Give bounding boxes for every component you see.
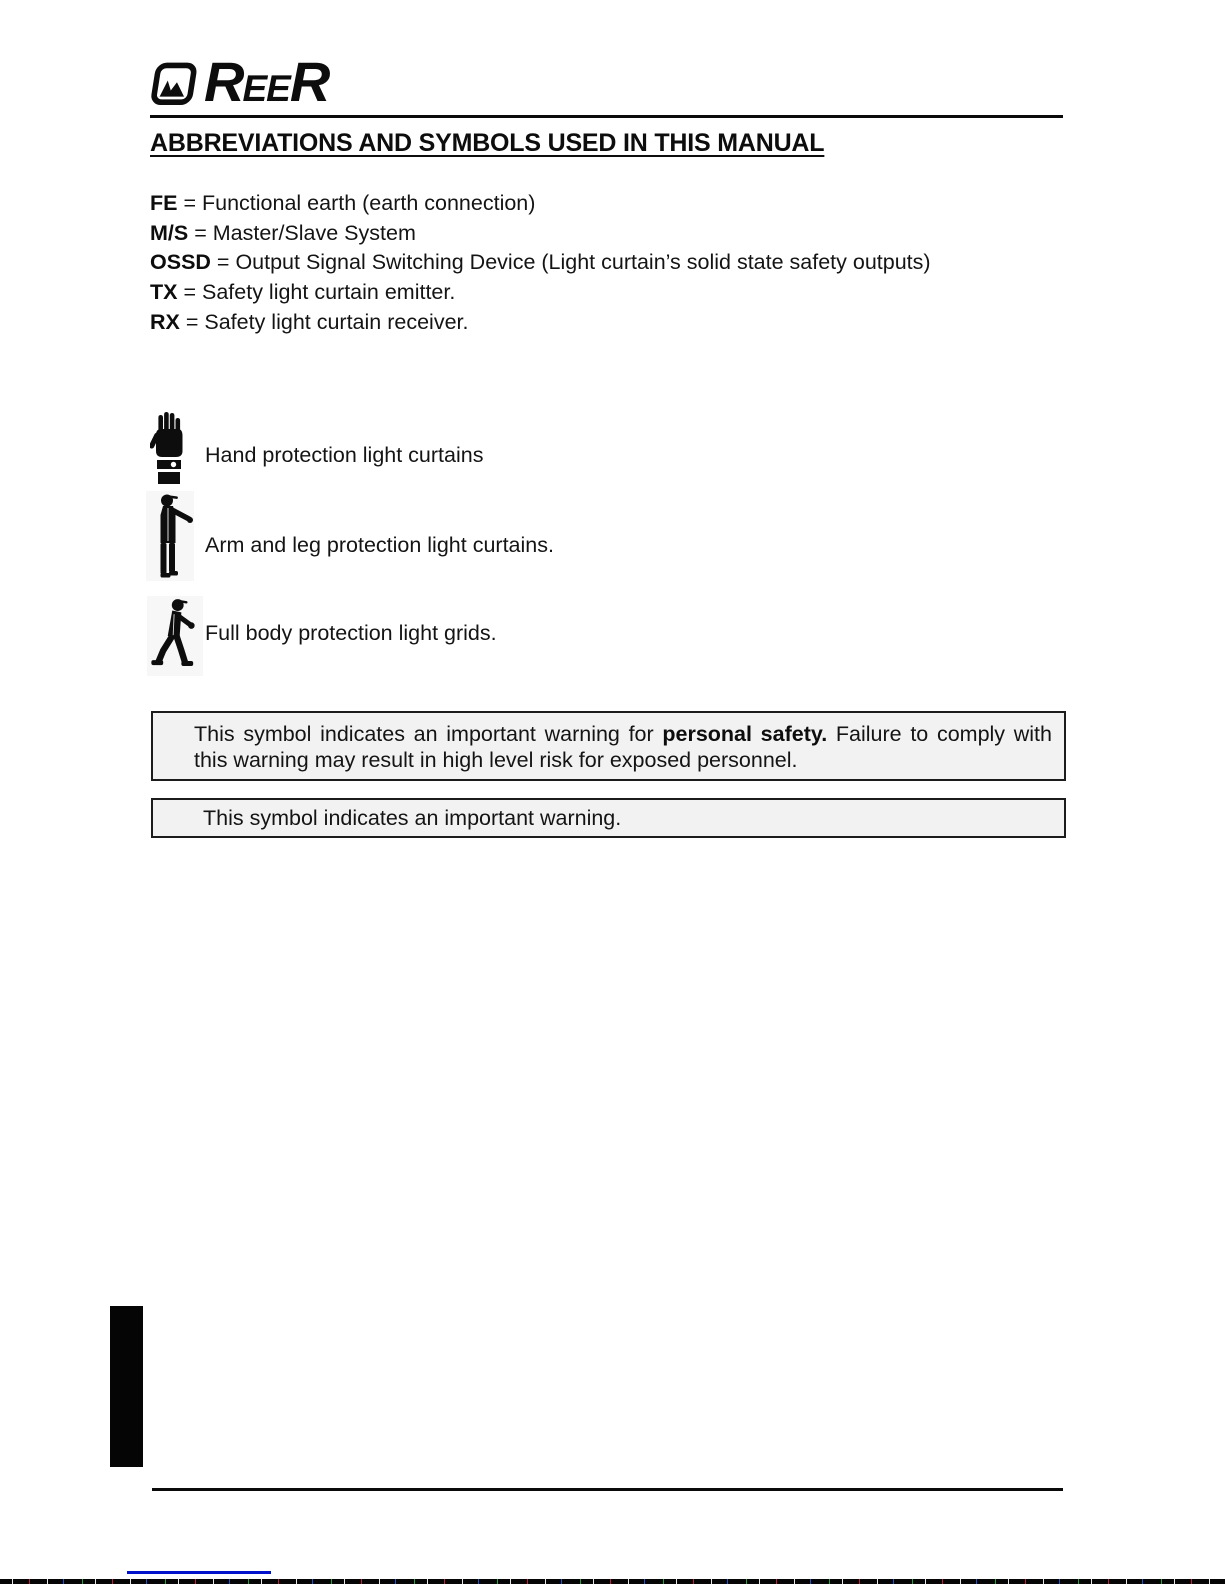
abbreviation-term: TX: [150, 280, 178, 305]
footer-link-line: [127, 1571, 271, 1574]
page-title: ABBREVIATIONS AND SYMBOLS USED IN THIS MANUAL: [150, 129, 825, 157]
personal-safety-warning-box: [151, 711, 1066, 781]
logo-letter: R: [204, 50, 243, 113]
warning-text-segment: Failure to comply with this warning may result in high level risk for exposed personnel.: [194, 722, 1052, 772]
arm-leg-protection-icon: [146, 491, 194, 581]
abbreviation-item: [150, 219, 931, 249]
scan-edge-artifact: [0, 1579, 1225, 1584]
reer-logo: [150, 50, 329, 113]
abbreviation-definition: = Safety light curtain receiver.: [179, 309, 469, 334]
abbreviation-definition: = Functional earth (earth connection): [177, 191, 536, 215]
abbreviation-term: FE: [150, 191, 178, 215]
hand-protection-icon: [150, 411, 188, 485]
full-body-protection-icon: [147, 596, 203, 676]
abbreviation-item: [150, 248, 931, 278]
warning-text-bold: personal safety.: [662, 722, 828, 746]
abbreviation-item: [150, 308, 931, 338]
warning-text-segment: This symbol indicates an important warning for: [194, 722, 663, 746]
abbreviation-definition: = Output Signal Switching Device (Light curtain’s solid state safety outputs): [210, 250, 931, 275]
logo-letters: EE: [242, 68, 290, 109]
page-edge-tab: [110, 1306, 143, 1467]
abbreviation-definition: = Safety light curtain emitter.: [177, 280, 456, 305]
abbreviation-term: OSSD: [150, 250, 211, 275]
important-warning-text: This symbol indicates an important warning.: [203, 806, 622, 830]
important-warning-box: [151, 798, 1066, 838]
symbol-label: Hand protection light curtains: [205, 443, 484, 467]
abbreviations-list: [150, 189, 931, 338]
abbreviation-item: [150, 278, 931, 308]
header-divider: [150, 115, 1063, 118]
footer-divider: [152, 1488, 1063, 1491]
abbreviation-term: RX: [150, 309, 180, 334]
abbreviation-term: M/S: [150, 220, 189, 245]
reer-logo-text: [204, 50, 329, 113]
symbol-label: Full body protection light grids.: [205, 621, 497, 645]
reer-logo-mark-icon: [150, 56, 198, 110]
abbreviation-definition: = Master/Slave System: [188, 220, 416, 245]
symbol-label: Arm and leg protection light curtains.: [205, 533, 554, 557]
personal-safety-warning-text: [153, 713, 1064, 773]
logo-letter: R: [289, 50, 329, 113]
abbreviation-item: [150, 189, 931, 219]
